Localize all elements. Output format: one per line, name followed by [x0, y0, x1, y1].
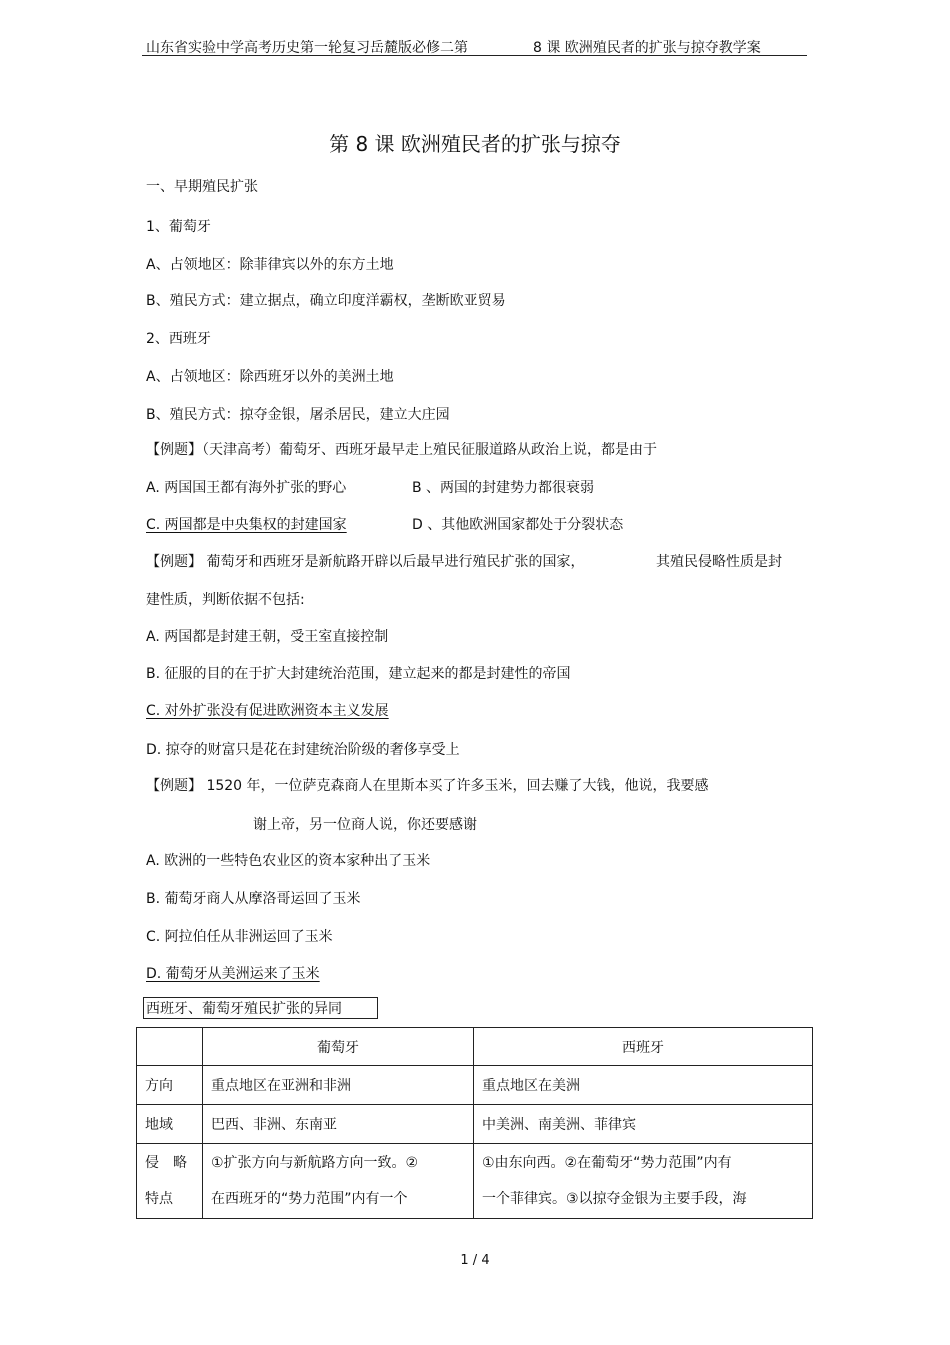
portugal-territory: A、占领地区：除菲律宾以外的东方土地 — [146, 257, 394, 273]
example-2-stem-line2: 建性质，判断依据不包括: — [146, 592, 305, 608]
example-2-option-c: C. 对外扩张没有促进欧洲资本主义发展 — [146, 703, 389, 719]
example-1-option-d: D 、其他欧洲国家都处于分裂状态 — [412, 517, 624, 533]
table-cell: 重点地区在美洲 — [474, 1066, 813, 1105]
example-3-option-a: A. 欧洲的一些特色农业区的资本家种出了玉米 — [146, 853, 431, 869]
example-2-stem-line1a: 【例题】 葡萄牙和西班牙是新航路开辟以后最早进行殖民扩张的国家， — [146, 554, 585, 570]
page-title: 第 8 课 欧洲殖民者的扩张与掠夺 — [329, 132, 621, 156]
subheading-portugal: 1、葡萄牙 — [146, 219, 211, 235]
page-number: 1 / 4 — [460, 1253, 490, 1268]
section-heading: 一、早期殖民扩张 — [146, 179, 258, 195]
table-cell: 中美洲、南美洲、菲律宾 — [474, 1105, 813, 1144]
table-header-row — [137, 1028, 813, 1066]
example-2-stem-line1b: 其殖民侵略性质是封 — [656, 554, 782, 570]
table-cell: 地域 — [137, 1105, 203, 1144]
example-1-option-a: A. 两国国王都有海外扩张的野心 — [146, 480, 347, 496]
table-cell: ①扩张方向与新航路方向一致。② 在西班牙的“势力范围”内有一个 — [203, 1144, 474, 1219]
example-1-stem: 【例题】（天津高考）葡萄牙、西班牙最早走上殖民征服道路从政治上说，都是由于 — [146, 442, 657, 458]
table-cell: ①由东向西。②在葡萄牙“势力范围”内有 一个菲律宾。③以掠夺金银为主要手段，海 — [474, 1144, 813, 1219]
example-2-option-b: B. 征服的目的在于扩大封建统治范围，建立起来的都是封建性的帝国 — [146, 666, 571, 682]
example-1-option-b: B 、两国的封建势力都很衰弱 — [412, 480, 595, 496]
example-1-option-c: C. 两国都是中央集权的封建国家 — [146, 517, 347, 533]
table-cell: 巴西、非洲、东南亚 — [203, 1105, 474, 1144]
header-left-text: 山东省实验中学高考历史第一轮复习岳麓版必修二第 — [146, 40, 468, 56]
example-3-option-c: C. 阿拉伯任从非洲运回了玉米 — [146, 929, 333, 945]
spain-method: B、殖民方式：掠夺金银，屠杀居民，建立大庄园 — [146, 407, 450, 423]
table-caption: 西班牙、葡萄牙殖民扩张的异同 — [143, 997, 378, 1019]
comparison-table — [136, 1027, 813, 1219]
table-cell: 方向 — [137, 1066, 203, 1105]
example-2-option-d: D. 掠夺的财富只是花在封建统治阶级的奢侈享受上 — [146, 742, 460, 758]
example-3-stem-line1: 【例题】 1520 年，一位萨克森商人在里斯本买了许多玉米，回去赚了大钱，他说，我要感 — [146, 778, 709, 794]
table-row — [137, 1144, 813, 1219]
table-header-cell: 西班牙 — [474, 1028, 813, 1066]
table-header-cell: 葡萄牙 — [203, 1028, 474, 1066]
table-cell: 侵 略 特点 — [137, 1144, 203, 1219]
header-right-text: 8 课 欧洲殖民者的扩张与掠夺教学案 — [533, 40, 761, 56]
table-row — [137, 1105, 813, 1144]
example-3-option-d: D. 葡萄牙从美洲运来了玉米 — [146, 966, 320, 982]
header-divider — [142, 55, 807, 56]
subheading-spain: 2、西班牙 — [146, 331, 211, 347]
table-header-cell — [137, 1028, 203, 1066]
table-cell: 重点地区在亚洲和非洲 — [203, 1066, 474, 1105]
portugal-method: B、殖民方式：建立据点，确立印度洋霸权，垄断欧亚贸易 — [146, 293, 506, 309]
table-row — [137, 1066, 813, 1105]
example-2-option-a: A. 两国都是封建王朝，受王室直接控制 — [146, 629, 389, 645]
example-3-option-b: B. 葡萄牙商人从摩洛哥运回了玉米 — [146, 891, 361, 907]
spain-territory: A、占领地区：除西班牙以外的美洲土地 — [146, 369, 394, 385]
example-3-stem-line2: 谢上帝，另一位商人说，你还要感谢 — [253, 817, 477, 833]
